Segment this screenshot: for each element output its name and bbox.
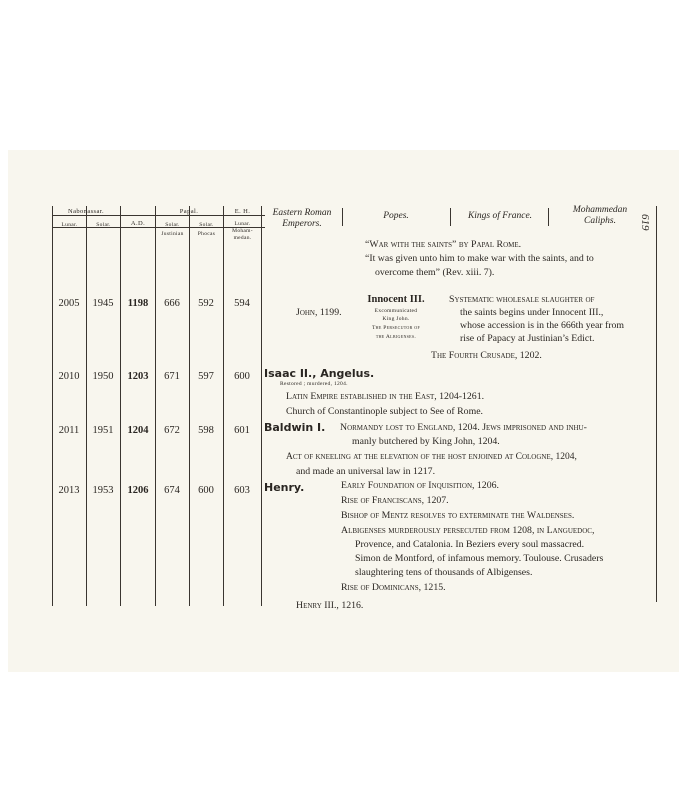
row-1206-lunar: 2013 <box>58 485 80 496</box>
column-line <box>86 206 87 606</box>
pope-note-2: King John. <box>382 316 410 322</box>
emperor-henry: Henry. <box>264 481 305 494</box>
row-1206-solar: 1953 <box>92 485 114 496</box>
row-1198-justinian: 666 <box>164 298 180 309</box>
fourth-crusade: The Fourth Crusade, 1202. <box>431 350 542 361</box>
row-1203-text-1: Latin Empire established in the East, 1204-1261. <box>286 391 485 402</box>
header-phocas: Phocas <box>197 231 216 237</box>
header-nabonassar: Nabonassar. <box>68 208 104 215</box>
row-1198-text-1: Systematic wholesale slaughter of <box>449 294 595 305</box>
row-1203-text-2: Church of Constantinople subject to See of Rome. <box>286 406 483 417</box>
row-1198-phocas: 592 <box>198 298 214 309</box>
row-1204-justinian: 672 <box>164 425 180 436</box>
header-eh: E. H. <box>234 208 251 215</box>
row-1204-text-1: Normandy lost to England, 1204. Jews imprisoned and inhu- <box>340 422 587 433</box>
row-1203-ad: 1203 <box>127 371 149 382</box>
header-emperors: Emperors. <box>282 219 322 229</box>
header-lunar: Lunar. <box>61 222 78 228</box>
column-line <box>189 206 190 606</box>
page-number: 619 <box>639 214 651 231</box>
pope-note-1: Excommunicated <box>374 308 418 314</box>
column-line <box>155 206 156 606</box>
emperor-isaac-ii: Isaac II., Angelus. <box>264 367 375 380</box>
row-1198-ad: 1198 <box>127 298 149 309</box>
emperor-isaac-note: Restored ; murdered, 1204. <box>280 381 348 387</box>
row-1204-lunar: 2011 <box>58 425 80 436</box>
header-mohammedan-caliphs: Mohammedan <box>572 205 628 215</box>
row-1198-text-3: whose accession is in the 666th year from <box>460 320 625 331</box>
header-justinian: Justinian <box>161 231 184 237</box>
intro-line-3: overcome them” (Rev. xiii. 7). <box>375 267 495 278</box>
header-medan: medan. <box>233 235 252 241</box>
header-divider <box>548 208 549 226</box>
row-1206-text-6: Simon de Montford, of infamous memory. Toulouse. Crusaders <box>355 553 604 564</box>
row-1206-phocas: 600 <box>198 485 214 496</box>
row-1206-text-8: Rise of Dominicans, 1215. <box>341 582 446 593</box>
row-1204-text-2: manly butchered by King John, 1204. <box>352 436 500 447</box>
header-caliphs: Caliphs. <box>584 216 616 226</box>
header-papal: Papal. <box>179 208 199 215</box>
row-1204-eh: 601 <box>234 425 250 436</box>
row-1198-text-2: the saints begins under Innocent III., <box>460 307 604 318</box>
row-1198-eh: 594 <box>234 298 250 309</box>
king-john: John, 1199. <box>296 307 342 318</box>
row-1206-text-1: Early Foundation of Inquisition, 1206. <box>341 480 499 491</box>
intro-line-1: “War with the saints” by Papal Rome. <box>365 239 522 250</box>
row-1204-solar: 1951 <box>92 425 114 436</box>
row-1206-text-7: slaughtering tens of thousands of Albigenses. <box>355 567 533 578</box>
row-1206-text-2: Rise of Franciscans, 1207. <box>341 495 449 506</box>
pope-innocent-iii: Innocent III. <box>367 294 425 305</box>
intro-line-2: “It was given unto him to make war with the saints, and to <box>365 253 594 264</box>
row-1203-justinian: 671 <box>164 371 180 382</box>
pope-note-4: the Albigenses. <box>375 334 417 340</box>
row-1206-justinian: 674 <box>164 485 180 496</box>
column-line <box>261 206 262 606</box>
header-papal-solar: Solar. <box>165 222 180 228</box>
row-1206-text-5: Provence, and Catalonia. In Beziers every soul massacred. <box>355 539 585 550</box>
row-1206-text-4: Albigenses murderously persecuted from 1208, in Languedoc, <box>341 525 595 536</box>
row-1206-text-3: Bishop of Mentz resolves to exterminate the Waldenses. <box>341 510 575 521</box>
header-ad: A.D. <box>130 220 146 227</box>
row-1204-phocas: 598 <box>198 425 214 436</box>
header-divider <box>450 208 451 226</box>
row-1203-phocas: 597 <box>198 371 214 382</box>
row-1198-solar: 1945 <box>92 298 114 309</box>
header-divider <box>342 208 343 226</box>
column-line <box>223 206 224 606</box>
row-1206-eh: 603 <box>234 485 250 496</box>
row-1206-ad: 1206 <box>127 485 149 496</box>
column-line <box>656 206 657 602</box>
header-top-rule <box>52 215 265 216</box>
header-popes: Popes. <box>383 211 409 221</box>
pope-note-3: The Persecutor of <box>372 325 420 331</box>
row-1204-text-4: and made an universal law in 1217. <box>296 466 436 477</box>
row-1203-solar: 1950 <box>92 371 114 382</box>
header-kings-of-france: Kings of France. <box>467 211 533 221</box>
column-line <box>52 206 53 606</box>
row-1198-text-4: rise of Papacy at Justinian’s Edict. <box>460 333 595 344</box>
king-henry-iii: Henry III., 1216. <box>296 600 364 611</box>
header-solar: Solar. <box>96 222 111 228</box>
emperor-baldwin-i: Baldwin I. <box>264 421 326 434</box>
header-eastern-roman: Eastern Roman <box>272 208 332 218</box>
row-1204-text-3: Act of kneeling at the elevation of the host enjoined at Cologne, 1204, <box>286 452 577 462</box>
row-1204-ad: 1204 <box>127 425 149 436</box>
row-1203-eh: 600 <box>234 371 250 382</box>
header-mohammedan: Moham- <box>232 228 253 234</box>
header-papal-solar-2: Solar. <box>199 222 214 228</box>
row-1203-lunar: 2010 <box>58 371 80 382</box>
header-eh-lunar: Lunar. <box>234 221 251 227</box>
column-line <box>120 206 121 606</box>
row-1198-lunar: 2005 <box>58 298 80 309</box>
